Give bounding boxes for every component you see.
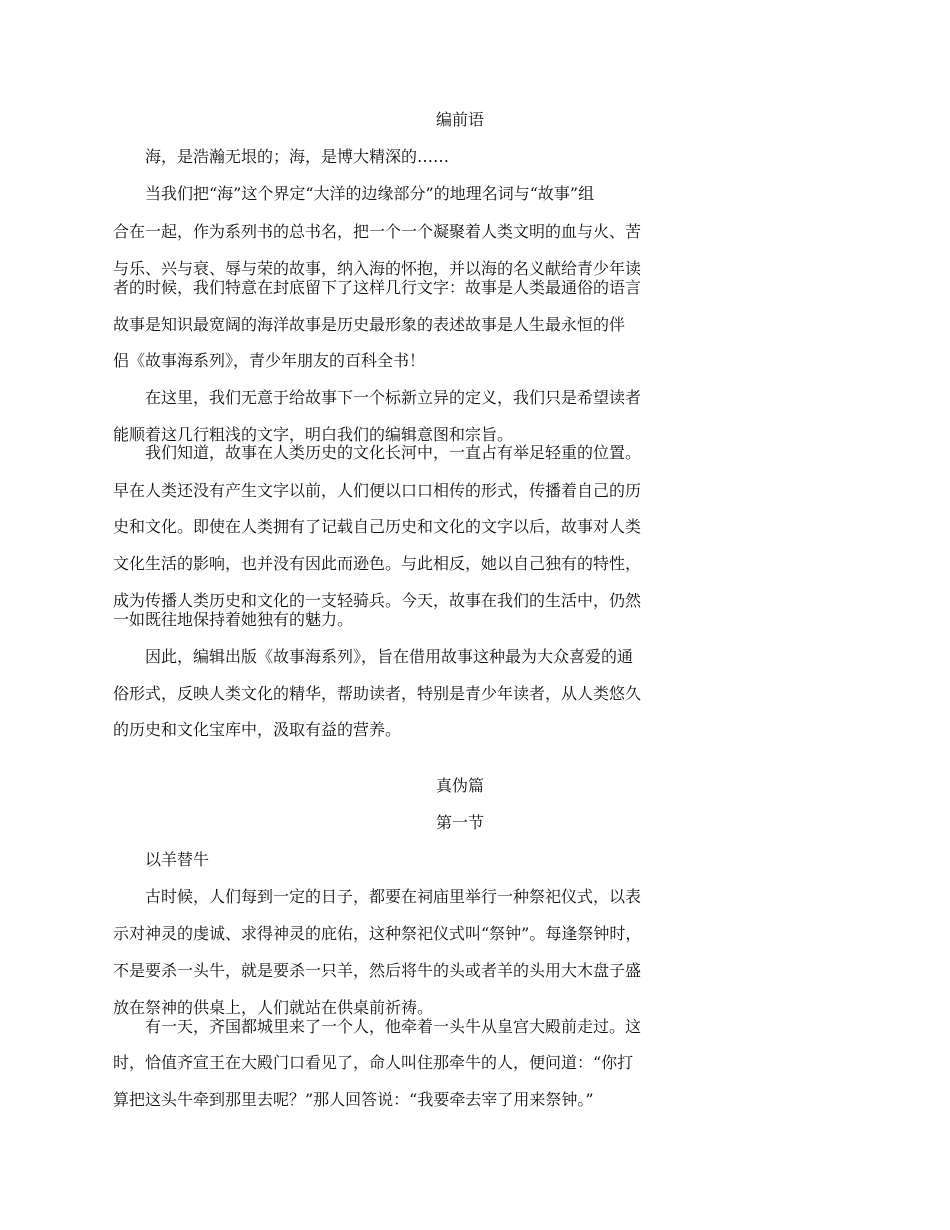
preface-line: 俗形式，反映人类文化的精华，帮助读者，特别是青少年读者，从人类悠久 <box>113 684 642 703</box>
preface-line: 合在一起，作为系列书的总书名，把一个一个凝聚着人类文明的血与火、苦 <box>113 222 642 241</box>
story-line: 时，恰值齐宣王在大殿门口看见了，命人叫住那牵牛的人，便问道：“你打 <box>113 1053 634 1072</box>
preface-line: 文化生活的影响，也并没有因此而逊色。与此相反，她以自己独有的特性， <box>113 554 642 573</box>
preface-line: 因此，编辑出版《故事海系列》，旨在借用故事这种最为大众喜爱的通 <box>145 647 634 666</box>
story-line: 算把这头牛牵到那里去呢？”那人回答说：“我要牵去宰了用来祭钟。” <box>113 1090 594 1109</box>
preface-line: 侣《故事海系列》，青少年朋友的百科全书！ <box>113 351 426 370</box>
story-title: 以羊替牛 <box>145 850 210 869</box>
preface-line: 的历史和文化宝库中，汲取有益的营养。 <box>113 720 402 739</box>
preface-line: 海，是浩瀚无垠的；海，是博大精深的…… <box>145 147 450 166</box>
preface-line: 早在人类还没有产生文字以前，人们便以口口相传的形式，传播着自己的历 <box>113 481 642 500</box>
preface-line: 我们知道，故事在人类历史的文化长河中，一直占有举足轻重的位置。 <box>145 443 642 462</box>
chapter-title: 真伪篇 <box>435 776 484 795</box>
story-line: 放在祭神的供桌上，人们就站在供桌前祈祷。 <box>113 998 434 1017</box>
preface-line: 当我们把“海”这个界定“大洋的边缘部分”的地理名词与“故事”组 <box>145 184 595 203</box>
story-line: 古时候，人们每到一定的日子，都要在祠庙里举行一种祭祀仪式，以表 <box>145 887 642 906</box>
preface-line: 在这里，我们无意于给故事下一个标新立异的定义，我们只是希望读者 <box>145 388 642 407</box>
preface-line: 一如既往地保持着她独有的魅力。 <box>113 610 354 629</box>
preface-line: 成为传播人类历史和文化的一支轻骑兵。今天，故事在我们的生活中，仍然 <box>113 591 642 610</box>
section-title: 第一节 <box>435 813 484 832</box>
story-line: 有一天，齐国都城里来了一个人，他牵着一头牛从皇宫大殿前走过。这 <box>145 1017 642 1036</box>
preface-title: 编前语 <box>435 110 484 129</box>
preface-line: 史和文化。即使在人类拥有了记载自己历史和文化的文字以后，故事对人类 <box>113 517 642 536</box>
preface-line: 故事是知识最宽阔的海洋故事是历史最形象的表述故事是人生最永恒的伴 <box>113 315 626 334</box>
story-line: 不是要杀一头牛，就是要杀一只羊，然后将牛的头或者羊的头用大木盘子盛 <box>113 961 642 980</box>
preface-line: 能顺着这几行粗浅的文字，明白我们的编辑意图和宗旨。 <box>113 425 514 444</box>
preface-line: 者的时候，我们特意在封底留下了这样几行文字：故事是人类最通俗的语言 <box>113 278 642 297</box>
story-line: 示对神灵的虔诚、求得神灵的庇佑，这种祭祀仪式叫“祭钟”。每逢祭钟时， <box>113 924 642 943</box>
preface-line: 与乐、兴与衰、辱与荣的故事，纳入海的怀抱，并以海的名义献给青少年读 <box>113 259 642 278</box>
